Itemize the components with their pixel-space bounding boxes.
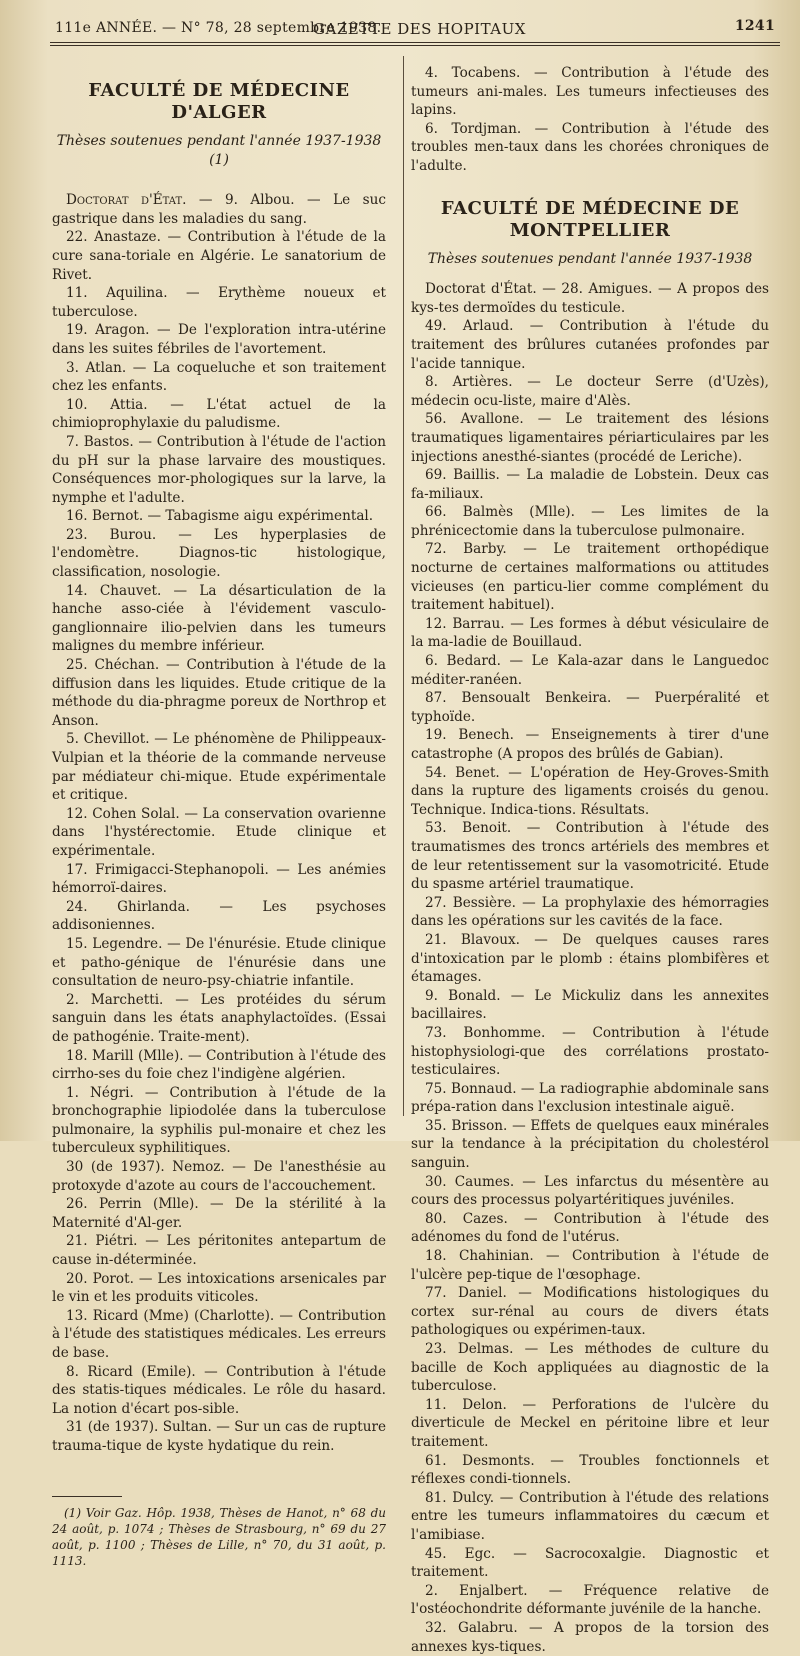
thesis-entry (411, 466, 769, 503)
thesis-text: 11. Aquilina. — Erythème noueux et tuberculose. (52, 285, 386, 320)
thesis-entry (52, 321, 386, 358)
thesis-text: 8. Ricard (Emile). — Contribution à l'étude des statis-tiques médicales. Le rôle du hasard. La notion d'écart pos-sible. (52, 1363, 386, 1417)
thesis-entry (411, 1247, 769, 1284)
page-number: 1241 (734, 18, 775, 34)
thesis-text: 5. Chevillot. — Le phénomène de Philippeaux-Vulpian et la théorie de la commande nerveuse par médiateur chi-mique. Etude expérimentale et critique. (52, 731, 386, 804)
montpellier-thesis-list (411, 280, 769, 1656)
thesis-text: 30. Caumes. — Les infarctus du mésentère au cours des processus polyartéritiques juvéniles. (411, 1173, 769, 1209)
thesis-entry (52, 861, 386, 898)
thesis-entry (52, 991, 386, 1047)
issue-line: 111e ANNÉE. — N° 78, 28 septembre 1938. (55, 20, 382, 36)
thesis-entry (411, 1284, 769, 1340)
left-column (52, 56, 386, 1569)
thesis-entry (52, 898, 386, 935)
thesis-entry (52, 191, 386, 228)
thesis-entry (52, 1232, 386, 1269)
thesis-entry (52, 359, 386, 396)
thesis-entry (52, 507, 386, 526)
thesis-text: 6. Tordjman. — Contribution à l'étude des troubles men-taux dans les chorées chroniques de l'adulte. (411, 120, 769, 174)
header-rule (50, 42, 780, 43)
thesis-text: 19. Benech. — Enseignements à tirer d'une catastrophe (A propos des brûlés de Gabian). (411, 727, 769, 762)
thesis-text: 77. Daniel. — Modifications histologiques du cortex sur-rénal au cours de divers états pathologiques ou expérimen-taux. (411, 1285, 769, 1339)
thesis-entry (52, 284, 386, 321)
thesis-text: 61. Desmonts. — Troubles fonctionnels et réflexes condi-tionnels. (411, 1452, 769, 1488)
thesis-text: 11. Delon. — Perforations de l'ulcère du diverticule de Meckel en péritoine libre et leur traitement. (411, 1396, 769, 1450)
thesis-text: 87. Bensoualt Benkeira. — Puerpéralité et typhoïde. (411, 690, 769, 725)
thesis-text: 18. Chahinian. — Contribution à l'étude de l'ulcère pep-tique de l'œsophage. (411, 1248, 769, 1283)
thesis-entry (52, 1307, 386, 1363)
alger-subtitle: Thèses soutenues pendant l'année 1937-1938 (1) (56, 133, 382, 168)
thesis-text: 9. Bonald. — Le Mickuliz dans les annexites bacillaires. (411, 987, 769, 1023)
thesis-text: 53. Benoit. — Contribution à l'étude des traumatismes des troncs artériels des membres et de leur retentissement sur la vasomotricité. Etude du spasme artériel traumatique. (411, 820, 769, 893)
thesis-entry (411, 1582, 769, 1619)
thesis-entry (411, 503, 769, 540)
thesis-entry (411, 615, 769, 652)
thesis-entry (52, 1418, 386, 1455)
thesis-text: 19. Aragon. — De l'exploration intra-utérine dans les suites fébriles de l'avortement. (52, 322, 386, 357)
thesis-text: 26. Perrin (Mlle). — De la stérilité à la Maternité d'Al-ger. (52, 1196, 386, 1231)
thesis-text: 2. Enjalbert. — Fréquence relative de l'ostéochondrite déformante juvénile de la hanche. (411, 1582, 769, 1618)
thesis-text: 73. Bonhomme. — Contribution à l'étude histophysiologi-que des corrélations prostato-testiculaires. (411, 1024, 769, 1079)
thesis-text: 4. Tocabens. — Contribution à l'étude des tumeurs ani-males. Les tumeurs infectieuses des lapins. (411, 65, 769, 119)
thesis-text: 66. Balmès (Mlle). — Les limites de la phrénicectomie dans la tuberculose pulmonaire. (411, 504, 769, 539)
thesis-entry (411, 373, 769, 410)
thesis-entry (52, 228, 386, 284)
header-rule-2 (50, 45, 780, 46)
thesis-entry (411, 280, 769, 317)
thesis-text: 20. Porot. — Les intoxications arsenicales par le vin et les produits viticoles. (52, 1270, 386, 1306)
thesis-entry (411, 689, 769, 726)
thesis-text: 27. Bessière. — La prophylaxie des hémorragies dans les opérations sur les cavités de la face. (411, 894, 769, 930)
thesis-text: 24. Ghirlanda. — Les psychoses addisoniennes. (52, 898, 386, 934)
thesis-text: 10. Attia. — L'état actuel de la chimioprophylaxie du paludisme. (52, 396, 386, 432)
thesis-entry (411, 652, 769, 689)
thesis-text: 1. Négri. — Contribution à l'étude de la bronchographie lipiodolée dans la tuberculose pulmonaire, la syphilis pul-monaire et chez les tuberculeux syphilitiques. (52, 1084, 386, 1157)
thesis-text: 21. Piétri. — Les péritonites antepartum de cause in-déterminée. (52, 1233, 386, 1269)
thesis-entry (411, 1080, 769, 1117)
thesis-entry (411, 1545, 769, 1582)
thesis-text: 16. Bernot. — Tabagisme aigu expérimental. (66, 508, 374, 525)
column-separator (403, 56, 404, 1116)
thesis-text: 72. Barby. — Le traitement orthopédique nocturne de certaines malformations ou attitudes vicieuses (en particu-lier comme complément du traitement habituel). (411, 541, 769, 614)
thesis-text: 12. Cohen Solal. — La conservation ovarienne dans l'hystérectomie. Etude clinique et expérimentale. (52, 805, 386, 859)
thesis-text: 49. Arlaud. — Contribution à l'étude du traitement des brûlures cutanées profondes par l'acide tannique. (411, 318, 769, 372)
thesis-prefix: Doctorat d'État. (66, 192, 187, 209)
thesis-entry (411, 987, 769, 1024)
thesis-entry (411, 1024, 769, 1080)
thesis-entry (411, 1210, 769, 1247)
thesis-text: 22. Anastaze. — Contribution à l'étude de la cure sana-toriale en Algérie. Le sanatorium de Rivet. (52, 229, 386, 283)
alger-thesis-list (52, 191, 386, 1455)
thesis-entry (411, 726, 769, 763)
thesis-text: 7. Bastos. — Contribution à l'étude de l'action du pH sur la phase larvaire des moustiques. Conséquences mor-phologiques sur la larve, la nymphe et l'adulte. (52, 433, 386, 506)
thesis-text: 23. Delmas. — Les méthodes de culture du bacille de Koch appliquées au diagnostic de la tuberculose. (411, 1341, 769, 1395)
thesis-entry (411, 410, 769, 466)
thesis-entry (411, 1619, 769, 1656)
thesis-text: 80. Cazes. — Contribution à l'étude des adénomes du fond de l'utérus. (411, 1210, 769, 1246)
thesis-entry (411, 764, 769, 820)
thesis-text: 23. Burou. — Les hyperplasies de l'endomètre. Diagnos-tic histologique, classification, nosologie. (52, 526, 386, 581)
thesis-entry (52, 433, 386, 507)
thesis-text: — 9. Albou. — Le suc gastrique dans les maladies du sang. (52, 192, 386, 227)
thesis-entry (411, 931, 769, 987)
montpellier-subtitle: Thèses soutenues pendant l'année 1937-1938 (427, 250, 753, 267)
thesis-entry (52, 582, 386, 656)
thesis-entry (52, 1270, 386, 1307)
thesis-text: 15. Legendre. — De l'énurésie. Etude clinique et patho-génique de l'énurésie dans une consultation de neuro-psy-chiatrie infantile. (52, 935, 386, 990)
thesis-text: 54. Benet. — L'opération de Hey-Groves-Smith dans la rupture des ligaments croisés du genou. Technique. Indica-tions. Résultats. (411, 764, 769, 818)
thesis-entry (52, 1363, 386, 1419)
thesis-entry (52, 730, 386, 804)
thesis-text: 31 (de 1937). Sultan. — Sur un cas de rupture trauma-tique de kyste hydatique du rein. (52, 1419, 386, 1454)
thesis-entry (411, 120, 769, 176)
thesis-entry (411, 540, 769, 614)
thesis-text: 30 (de 1937). Nemoz. — De l'anesthésie au protoxyde d'azote au cours de l'accouchement. (52, 1159, 386, 1194)
footnote: (1) Voir Gaz. Hôp. 1938, Thèses de Hanot, n° 68 du 24 août, p. 1074 ; Thèses de Strasbourg, n° 69 du 27 août, p. 1100 ; Thèses de Lille, n° 70, du 31 août, p. 1113. (52, 1505, 386, 1568)
thesis-text: 45. Egc. — Sacrocoxalgie. Diagnostic et traitement. (411, 1545, 769, 1581)
thesis-entry (411, 1117, 769, 1173)
thesis-entry (411, 894, 769, 931)
thesis-text: 8. Artières. — Le docteur Serre (d'Uzès), médecin ocu-liste, maire d'Alès. (411, 374, 769, 409)
thesis-entry (411, 1489, 769, 1545)
thesis-text: 32. Galabru. — A propos de la torsion des annexes kys-tiques. (411, 1619, 769, 1655)
thesis-entry (411, 819, 769, 893)
journal-name: GAZETTE DES HOPITAUX (313, 20, 526, 38)
thesis-entry (411, 64, 769, 120)
thesis-text: 69. Baillis. — La maladie de Lobstein. Deux cas fa-miliaux. (411, 467, 769, 502)
thesis-entry (411, 1173, 769, 1210)
thesis-entry (411, 1340, 769, 1396)
thesis-text: 2. Marchetti. — Les protéides du sérum sanguin dans les états anaphylactoïdes. (Essai de pathogénie. Traite-ment). (52, 991, 386, 1045)
thesis-text: 81. Dulcy. — Contribution à l'étude des relations entre les tumeurs inflammatoires du cæcum et l'amibiase. (411, 1489, 769, 1543)
thesis-entry (52, 1084, 386, 1158)
right-column (411, 56, 769, 1656)
thesis-entry (411, 1396, 769, 1452)
thesis-entry (52, 526, 386, 582)
thesis-text: 25. Chéchan. — Contribution à l'étude de la diffusion dans les liquides. Etude critique de la méthode du dia-phragme poreux de Northrop et Anson. (52, 657, 386, 729)
montpellier-title: FACULTÉ DE MÉDECINE DE MONTPELLIER (440, 197, 740, 241)
thesis-text: 75. Bonnaud. — La radiographie abdominale sans prépa-ration dans l'exclusion intestinale aiguë. (411, 1080, 769, 1116)
page-header (55, 14, 785, 40)
thesis-text: 3. Atlan. — La coqueluche et son traitement chez les enfants. (52, 359, 386, 395)
thesis-entry (411, 317, 769, 373)
thesis-text: 35. Brisson. — Effets de quelques eaux minérales sur la tendance à la précipitation du cholestérol sanguin. (411, 1117, 769, 1172)
thesis-entry (52, 1158, 386, 1195)
thesis-text: 21. Blavoux. — De quelques causes rares d'intoxication par le plomb : étains plombifères et étamages. (411, 931, 769, 986)
thesis-text: 12. Barrau. — Les formes à début vésiculaire de la ma-ladie de Bouillaud. (411, 615, 769, 651)
thesis-entry (52, 805, 386, 861)
thesis-entry (52, 396, 386, 433)
thesis-text: 14. Chauvet. — La désarticulation de la hanche asso-ciée à l'évidement vasculo-ganglionnaire ilio-pelvien dans les tumeurs malignes du membre inférieur. (52, 582, 386, 655)
footnote-rule (52, 1496, 122, 1497)
thesis-text: 17. Frimigacci-Stephanopoli. — Les anémies hémorroï-daires. (52, 861, 386, 897)
thesis-entry (52, 1195, 386, 1232)
thesis-entry (52, 1047, 386, 1084)
thesis-entry (411, 1452, 769, 1489)
thesis-entry (52, 656, 386, 730)
thesis-text: 13. Ricard (Mme) (Charlotte). — Contribution à l'étude des statistiques médicales. Les erreurs de base. (52, 1307, 386, 1361)
thesis-entry (52, 935, 386, 991)
alger-title: FACULTÉ DE MÉDECINE D'ALGER (88, 80, 350, 123)
thesis-text: 56. Avallone. — Le traitement des lésions traumatiques ligamentaires périarticulaires par les injections anesthé-siantes (procédé de Leriche). (411, 411, 769, 465)
alger-thesis-list-continued (411, 64, 769, 176)
thesis-text: 18. Marill (Mlle). — Contribution à l'étude des cirrho-ses du foie chez l'indigène algérien. (52, 1047, 386, 1083)
thesis-text: Doctorat d'État. — 28. Amigues. — A propos des kys-tes dermoïdes du testicule. (411, 281, 769, 316)
thesis-text: 6. Bedard. — Le Kala-azar dans le Languedoc méditer-ranéen. (411, 653, 769, 688)
